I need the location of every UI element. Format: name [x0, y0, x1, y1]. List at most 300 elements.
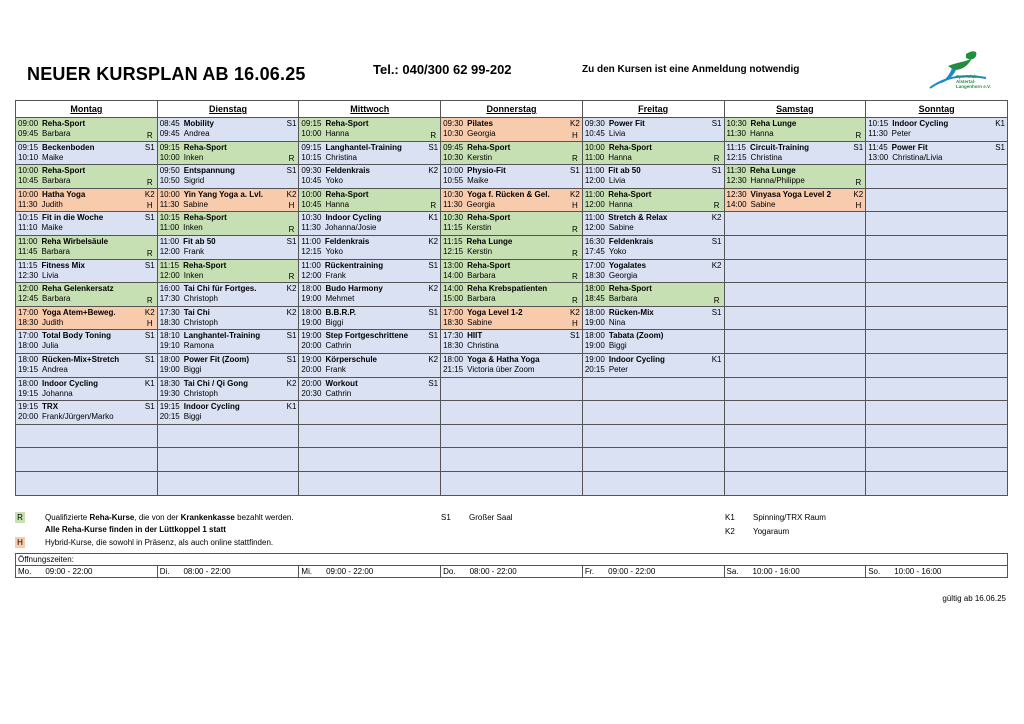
course-cell [16, 353, 158, 377]
trainer-name: Christoph [183, 388, 218, 398]
trainer-name: Hanna/Philippe [750, 176, 805, 186]
course-name: Tabata (Zoom) [608, 331, 664, 341]
course-name: Step Fortgeschrittene [325, 331, 409, 341]
course-name: Indoor Cycling [42, 378, 99, 388]
end-time: 12:15 [301, 246, 322, 256]
course-name: Mobility [183, 119, 214, 128]
end-time: 10:45 [301, 176, 322, 186]
end-time: 12:00 [584, 176, 605, 186]
trainer-name: Peter [608, 364, 628, 374]
end-time: 10:00 [159, 152, 180, 162]
end-time: 19:15 [18, 364, 39, 374]
course-cell [157, 401, 299, 425]
trainer-name: Ramona [183, 341, 214, 351]
empty-cell [16, 471, 158, 495]
empty-cell [299, 424, 441, 448]
start-time: 17:00 [18, 331, 39, 341]
course-name: Rückentraining [324, 260, 384, 270]
empty-cell [724, 448, 866, 472]
course-name: Reha Lunge [466, 236, 513, 246]
table-row [16, 424, 1008, 448]
hours-time: 09:00 - 22:00 [608, 567, 656, 576]
room-code: K2 [570, 189, 580, 199]
table-row [16, 118, 1008, 142]
end-time: 12:00 [159, 246, 180, 256]
start-time: 10:00 [443, 166, 464, 176]
empty-cell [866, 330, 1008, 354]
course-name: Rücken-Mix+Stretch [42, 354, 120, 364]
end-time: 12:00 [301, 270, 322, 280]
start-time: 09:45 [443, 142, 464, 152]
room-code: S1 [428, 260, 439, 270]
hours-day: Fr. [584, 567, 595, 576]
course-name: Circuit-Training [749, 142, 810, 152]
room-code: S1 [144, 260, 155, 270]
room-code: K2 [711, 213, 722, 223]
room-code: S1 [995, 142, 1005, 152]
course-name: Fit ab 50 [608, 166, 641, 176]
course-cell [441, 188, 583, 212]
start-time: 10:15 [159, 213, 180, 223]
empty-cell [724, 471, 866, 495]
room-code: K2 [286, 284, 297, 294]
course-name: Stretch & Relax [608, 213, 668, 223]
course-cell [157, 235, 299, 259]
room-code: K2 [286, 378, 297, 388]
room-code: S1 [428, 142, 439, 152]
trainer-name: Peter [891, 129, 911, 138]
course-name: Power Fit [608, 119, 645, 128]
course-name: Reha Krebspatienten [467, 284, 548, 294]
start-time: 09:30 [443, 119, 464, 128]
trainer-name: Livia [42, 270, 59, 280]
start-time: 10:00 [18, 166, 39, 176]
end-time: 10:45 [301, 199, 322, 209]
course-cell [16, 259, 158, 283]
hours-time: 10:00 - 16:00 [752, 567, 800, 576]
end-time: 18:30 [159, 317, 180, 327]
course-cell [16, 306, 158, 330]
end-time: 20:30 [301, 388, 322, 398]
course-name: Reha-Sport [325, 119, 369, 128]
course-name: Fit ab 50 [183, 236, 216, 246]
start-time: 10:00 [18, 189, 39, 199]
room-code: K2 [853, 189, 864, 199]
room-code: K2 [570, 119, 580, 128]
empty-cell [724, 306, 866, 330]
opening-hours-table [15, 553, 1008, 578]
course-flag: H [855, 201, 862, 211]
trainer-name: Barbara [608, 294, 638, 304]
course-cell [441, 141, 583, 165]
start-time: 11:15 [18, 260, 38, 270]
course-flag: R [572, 272, 578, 282]
trainer-name: Hanna [608, 199, 633, 209]
empty-cell [441, 377, 583, 401]
empty-cell [157, 424, 299, 448]
course-cell [582, 259, 724, 283]
start-time: 18:00 [584, 284, 605, 294]
course-cell [582, 165, 724, 189]
end-time: 19:10 [159, 341, 180, 351]
start-time: 09:15 [18, 142, 39, 152]
trainer-name: Sabine [467, 317, 493, 327]
trainer-name: Kerstin [467, 246, 493, 256]
course-cell [582, 330, 724, 354]
empty-cell [866, 448, 1008, 472]
course-cell [157, 118, 299, 142]
course-name: Indoor Cycling [892, 119, 949, 128]
empty-cell [866, 165, 1008, 189]
end-time: 11:30 [301, 223, 321, 233]
start-time: 17:30 [443, 331, 464, 341]
end-time: 12:30 [18, 270, 39, 280]
end-time: 12:00 [584, 223, 605, 233]
end-time: 12:00 [584, 199, 605, 209]
hours-day: Mi. [301, 567, 313, 576]
start-time: 10:15 [18, 213, 39, 223]
start-time: 11:00 [584, 213, 605, 223]
course-cell [582, 212, 724, 236]
day-header-mittwoch: Mittwoch [299, 101, 441, 118]
course-name: Yin Yang Yoga a. Lvl. [183, 189, 264, 199]
table-row [16, 401, 1008, 425]
end-time: 18:45 [584, 294, 605, 304]
course-cell [441, 283, 583, 307]
empty-cell [866, 283, 1008, 307]
empty-cell [866, 188, 1008, 212]
empty-cell [724, 235, 866, 259]
end-time: 11:10 [18, 223, 38, 233]
trainer-name: Inken [183, 223, 203, 233]
course-cell [299, 377, 441, 401]
trainer-name: Yoko [608, 246, 627, 256]
start-time: 18:00 [301, 284, 322, 294]
course-flag: R [430, 201, 437, 211]
day-header-freitag: Freitag [582, 101, 724, 118]
course-name: Tai Chi [183, 307, 210, 317]
room-code: S1 [570, 166, 580, 176]
course-flag: R [572, 295, 578, 305]
trainer-name: Frank [325, 270, 346, 280]
trainer-name: Andrea [42, 364, 68, 374]
trainer-name: Barbara [467, 294, 496, 304]
end-time: 11:00 [584, 152, 605, 162]
start-time: 18:00 [443, 354, 464, 364]
end-time: 12:45 [18, 294, 39, 304]
end-time: 20:15 [584, 364, 605, 374]
course-name: Beckenboden [42, 142, 95, 152]
course-name: Reha-Sport [608, 189, 652, 199]
course-cell [157, 188, 299, 212]
course-schedule-table [15, 100, 1008, 496]
trainer-name: Cathrin [325, 341, 352, 351]
room-code: K2 [286, 189, 297, 199]
end-time: 11:30 [18, 199, 38, 209]
course-cell [16, 165, 158, 189]
room-code: K2 [428, 354, 439, 364]
course-cell [582, 188, 724, 212]
opening-hours-cell [582, 566, 724, 578]
course-cell [157, 283, 299, 307]
legend-s1: S1 Großer Saal [441, 513, 513, 522]
room-code: S1 [428, 378, 439, 388]
empty-cell [441, 448, 583, 472]
empty-cell [16, 424, 158, 448]
club-logo [926, 48, 1006, 98]
room-code: K2 [144, 307, 155, 317]
opening-hours-cell [441, 566, 583, 578]
start-time: 13:00 [443, 260, 464, 270]
opening-hours-cell [299, 566, 441, 578]
course-cell [157, 212, 299, 236]
course-name: Tai Chi / Qi Gong [183, 378, 249, 388]
start-time: 10:00 [159, 189, 180, 199]
trainer-name: Julia [42, 341, 59, 351]
end-time: 19:00 [159, 364, 180, 374]
start-time: 19:00 [584, 354, 605, 364]
course-cell [16, 283, 158, 307]
start-time: 11:30 [726, 166, 746, 176]
start-time: 10:30 [443, 213, 464, 223]
end-time: 18:30 [443, 317, 464, 327]
room-code: S1 [144, 213, 155, 223]
table-row [16, 377, 1008, 401]
trainer-name: Georgia [466, 199, 496, 209]
course-name: Indoor Cycling [325, 213, 382, 223]
course-flag: R [146, 248, 153, 258]
course-name: Langhantel-Training [183, 331, 261, 341]
trainer-name: Biggi [325, 317, 344, 327]
course-cell [157, 353, 299, 377]
trainer-name: Inken [183, 152, 204, 162]
trainer-name: Barbara [42, 176, 71, 186]
course-cell [724, 141, 866, 165]
start-time: 18:00 [159, 354, 180, 364]
course-cell [299, 283, 441, 307]
trainer-name: Yoko [325, 176, 343, 186]
end-time: 10:10 [18, 152, 39, 162]
end-time: 10:45 [584, 129, 605, 138]
room-code: K2 [144, 189, 155, 199]
room-code: S1 [711, 166, 722, 176]
empty-cell [582, 401, 724, 425]
start-time: 09:50 [159, 166, 180, 176]
end-time: 10:15 [301, 152, 322, 162]
trainer-name: Maike [41, 223, 63, 233]
course-cell [582, 283, 724, 307]
room-code: S1 [144, 142, 155, 152]
start-time: 16:30 [584, 236, 605, 246]
legend-k1: K1 Spinning/TRX Raum [725, 513, 826, 522]
end-time: 19:00 [301, 317, 322, 327]
course-flag: R [572, 154, 578, 164]
start-time: 17:00 [18, 307, 39, 317]
hours-day: Di. [159, 567, 170, 576]
course-flag: H [146, 319, 153, 329]
course-name: Feldenkrais [325, 166, 370, 176]
opening-hours-cell [866, 566, 1008, 578]
trainer-name: Sigrid [183, 176, 205, 186]
empty-cell [866, 401, 1008, 425]
course-cell [157, 165, 299, 189]
trainer-name: Georgia [467, 129, 496, 138]
course-cell [299, 118, 441, 142]
empty-cell [866, 235, 1008, 259]
hours-day: So. [868, 567, 881, 576]
empty-cell [441, 401, 583, 425]
course-name: Reha-Sport [325, 189, 369, 199]
course-name: Langhantel-Training [325, 142, 402, 152]
trainer-name: Cathrin [325, 388, 352, 398]
end-time: 10:30 [443, 152, 464, 162]
course-cell [157, 330, 299, 354]
table-row [16, 353, 1008, 377]
course-flag: R [855, 130, 862, 140]
end-time: 19:15 [18, 388, 39, 398]
trainer-name: Christoph [183, 294, 218, 304]
end-time: 10:00 [301, 129, 322, 138]
course-cell [299, 141, 441, 165]
course-flag: R [288, 154, 295, 164]
course-name: Reha-Sport [183, 213, 227, 223]
course-name: Feldenkrais [608, 236, 654, 246]
end-time: 12:15 [443, 246, 464, 256]
trainer-name: Livia [608, 129, 626, 138]
hours-day: Sa. [726, 567, 739, 576]
course-cell [299, 165, 441, 189]
start-time: 10:30 [726, 119, 747, 128]
course-name: Pilates [467, 119, 493, 128]
table-row [16, 141, 1008, 165]
table-row [16, 471, 1008, 495]
course-name: Budo Harmony [325, 284, 383, 294]
course-flag: R [855, 177, 862, 187]
room-code: S1 [144, 402, 155, 412]
course-name: Körperschule [325, 354, 378, 364]
course-cell [16, 118, 158, 142]
empty-cell [724, 401, 866, 425]
room-code: S1 [570, 331, 580, 341]
empty-cell [157, 448, 299, 472]
end-time: 10:45 [18, 176, 39, 186]
course-name: Reha-Sport [467, 260, 511, 270]
start-time: 11:00 [301, 260, 321, 270]
room-code: K2 [428, 284, 439, 294]
room-code: K1 [995, 119, 1005, 128]
trainer-name: Maike [42, 152, 64, 162]
course-cell [441, 259, 583, 283]
course-cell [157, 377, 299, 401]
start-time: 17:30 [159, 307, 180, 317]
start-time: 09:15 [301, 142, 322, 152]
start-time: 09:30 [584, 119, 605, 128]
course-flag: R [713, 154, 720, 164]
start-time: 20:00 [301, 378, 322, 388]
course-cell [724, 188, 866, 212]
course-flag: H [288, 201, 295, 211]
trainer-name: Frank [325, 364, 346, 374]
course-name: Reha Wirbelsäule [41, 236, 109, 246]
empty-cell [866, 424, 1008, 448]
course-cell [16, 330, 158, 354]
empty-cell [724, 377, 866, 401]
end-time: 18:00 [18, 341, 39, 351]
course-cell [582, 306, 724, 330]
course-name: Power Fit (Zoom) [183, 354, 250, 364]
table-row [16, 306, 1008, 330]
start-time: 11:45 [868, 142, 888, 152]
room-code: S1 [711, 119, 722, 128]
course-flag: R [713, 201, 720, 211]
trainer-name: Nina [608, 317, 626, 327]
course-cell [157, 306, 299, 330]
start-time: 18:00 [584, 331, 605, 341]
start-time: 18:30 [159, 378, 180, 388]
course-cell [441, 165, 583, 189]
room-code: S1 [286, 236, 297, 246]
course-cell [299, 306, 441, 330]
reha-swatch: R [15, 512, 25, 523]
course-cell [16, 188, 158, 212]
course-name: Reha-Sport [608, 284, 652, 294]
end-time: 21:15 [443, 364, 464, 374]
day-header-sonntag: Sonntag [866, 101, 1008, 118]
day-header-montag: Montag [16, 101, 158, 118]
end-time: 13:00 [868, 152, 889, 162]
table-row [16, 330, 1008, 354]
trainer-name: Christina [467, 341, 499, 351]
trainer-name: Frank/Jürgen/Marko [42, 412, 114, 422]
course-name: Reha-Sport [467, 213, 511, 223]
course-cell [16, 141, 158, 165]
course-cell [157, 141, 299, 165]
course-flag: R [146, 177, 153, 187]
trainer-name: Inken [183, 270, 204, 280]
trainer-name: Johanna [42, 388, 73, 398]
start-time: 18:10 [159, 331, 180, 341]
end-time: 11:30 [159, 199, 180, 209]
end-time: 14:00 [443, 270, 464, 280]
course-name: Rücken-Mix [608, 307, 654, 317]
trainer-name: Mehmet [325, 294, 355, 304]
end-time: 12:30 [726, 176, 747, 186]
course-cell [582, 235, 724, 259]
course-cell [724, 118, 866, 142]
course-name: Reha Lunge [750, 119, 797, 128]
course-name: Feldenkrais [324, 236, 370, 246]
course-flag: H [572, 319, 578, 329]
course-name: Hatha Yoga [42, 189, 86, 199]
end-time: 09:45 [18, 129, 39, 138]
course-name: Indoor Cycling [608, 354, 665, 364]
course-name: Power Fit [891, 142, 928, 152]
start-time: 11:00 [584, 166, 605, 176]
room-code: K1 [711, 354, 722, 364]
room-code: S1 [711, 307, 722, 317]
start-time: 09:15 [301, 119, 322, 128]
course-name: Yoga Atem+Beweg. [42, 307, 116, 317]
opening-hours-label: Öffnungszeiten: [16, 554, 1008, 566]
table-row [16, 212, 1008, 236]
start-time: 16:00 [159, 284, 180, 294]
course-cell [16, 401, 158, 425]
end-time: 11:30 [726, 129, 746, 138]
table-row [16, 283, 1008, 307]
trainer-name: Kerstin [466, 223, 492, 233]
room-code: S1 [144, 354, 155, 364]
hours-day: Do. [443, 567, 456, 576]
